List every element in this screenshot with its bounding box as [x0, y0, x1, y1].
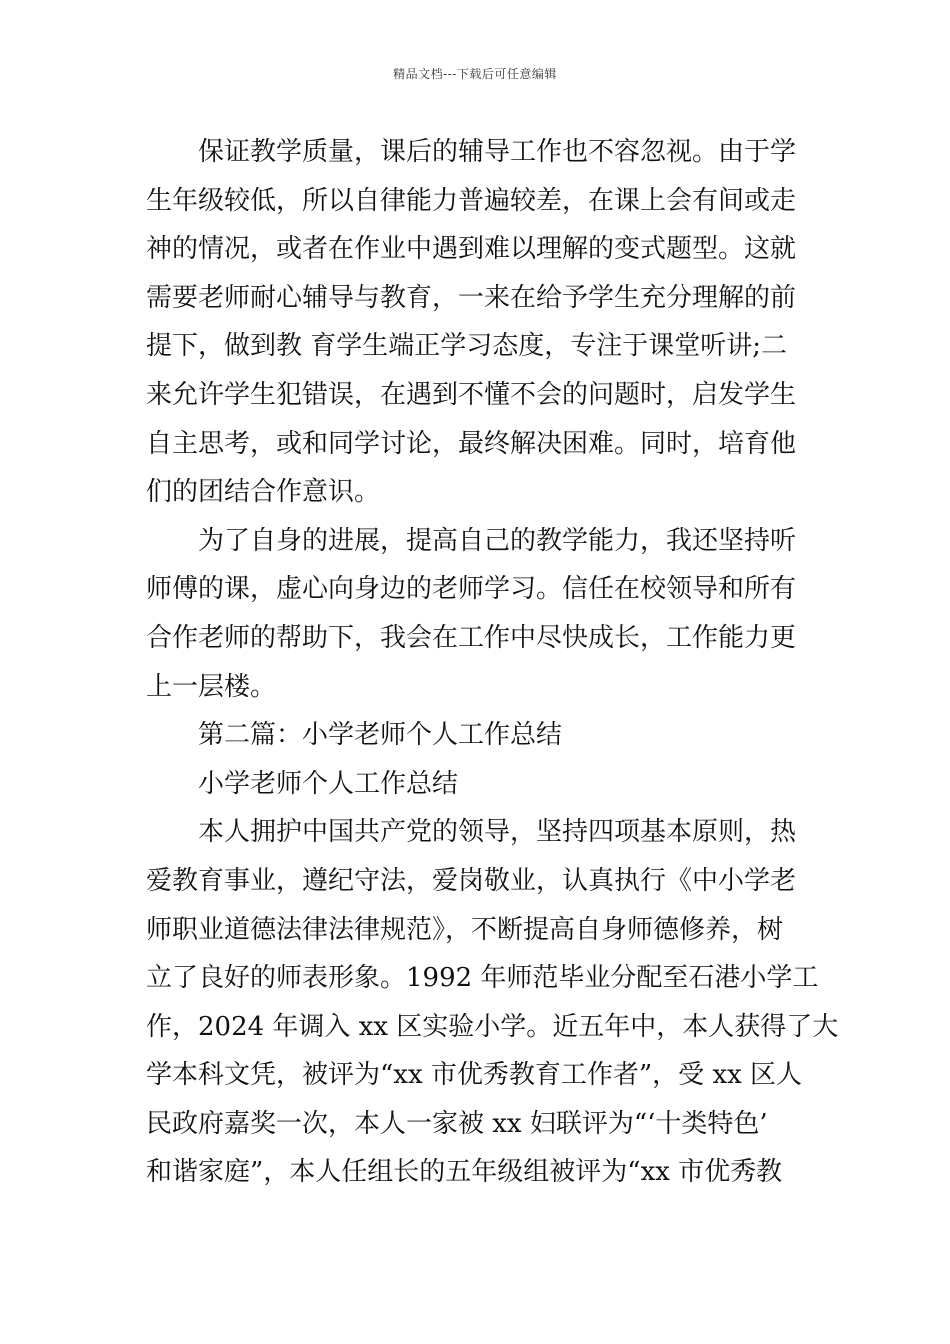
page-header: 精品文档---下载后可任意编辑	[393, 67, 557, 81]
text-line: 来允许学生犯错误，在遇到不懂不会的问题时，启发学生	[146, 379, 797, 410]
text-line: 民政府嘉奖一次，本人一家被 xx 妇联评为“‘十类特色’	[146, 1108, 768, 1139]
text-line: 上一层楼。	[146, 671, 277, 702]
text-line: 师傅的课，虚心向身边的老师学习。信任在校领导和所有	[146, 574, 797, 605]
text-line: 提下，做到教 育学生端正学习态度，专注于课堂听讲;二	[146, 331, 788, 362]
text-line: 神的情况，或者在作业中遇到难以理解的变式题型。这就	[146, 234, 797, 265]
text-line: 们的团结合作意识。	[146, 477, 381, 508]
text-line: 合作老师的帮助下，我会在工作中尽快成长，工作能力更	[146, 622, 797, 653]
text-line: 师职业道德法律法律规范》，不断提高自身师德修养，树	[146, 914, 784, 945]
text-line: 学本科文凭，被评为“xx 市优秀教育工作者”，受 xx 区人	[146, 1060, 803, 1091]
document-title: 小学老师个人工作总结	[198, 768, 459, 799]
text-line: 生年级较低，所以自律能力普遍较差，在课上会有间或走	[146, 185, 797, 216]
text-line: 本人拥护中国共产党的领导，坚持四项基本原则，热	[198, 817, 797, 848]
text-line: 为了自身的进展，提高自己的教学能力，我还坚持听	[198, 525, 797, 556]
document-body	[146, 128, 839, 1197]
text-line: 和谐家庭”，本人任组长的五年级组被评为“xx 市优秀教	[146, 1157, 783, 1188]
section-heading: 第二篇：小学老师个人工作总结	[198, 720, 563, 751]
text-line: 作，2024 年调入 xx 区实验小学。近五年中，本人获得了大	[146, 1011, 839, 1042]
text-line: 爱教育事业，遵纪守法，爱岗敬业，认真执行《中小学老	[146, 865, 797, 896]
text-line: 立了良好的师表形象。1992 年师范毕业分配至石港小学工	[146, 963, 819, 994]
text-line: 自主思考，或和同学讨论，最终解决困难。同时，培育他	[146, 428, 797, 459]
text-line: 需要老师耐心辅导与教育，一来在给予学生充分理解的前	[146, 282, 797, 313]
text-line: 保证教学质量，课后的辅导工作也不容忽视。由于学	[198, 137, 797, 167]
